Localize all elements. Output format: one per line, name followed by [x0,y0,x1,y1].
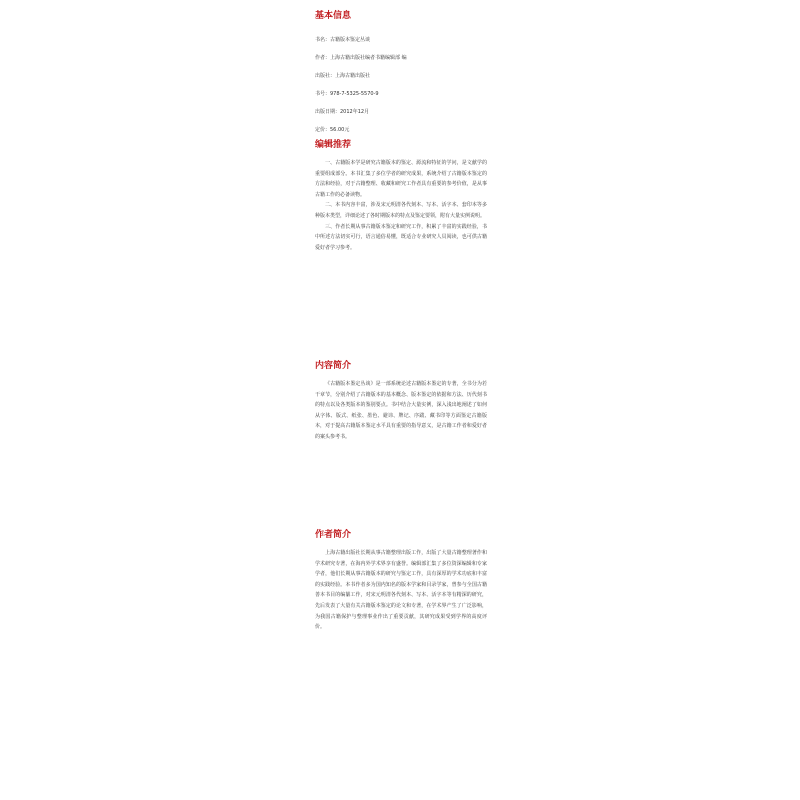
content-intro-section [315,359,487,443]
author-intro-body [315,548,487,633]
info-line-price: 定价：56.00元 [315,127,350,133]
info-line-isbn: 书号：978-7-5325-5570-9 [315,91,379,97]
content-intro-paragraph: 《古籍版本鉴定丛谈》是一部系统论述古籍版本鉴定的专著，全书分为若干章节，分别介绍了古籍版本的基本概念、版本鉴定的依据和方法、历代刻书的特点以及各类版本的鉴别要点。书中结合大量实例，深入浅出地阐述了如何从字体、版式、纸张、墨色、避讳、牌记、序跋、藏书印等方面鉴定古籍版本，对于提高古籍版本鉴定水平具有重要的指导意义，是古籍工作者和爱好者的案头参考书。 [315,381,487,440]
editor-recommend-paragraph: 一、古籍版本学是研究古籍版本的鉴定、源流和特征的学问，是文献学的重要组成部分。本书汇集了多位学者的研究成果，系统介绍了古籍版本鉴定的方法和经验，对于古籍整理、收藏和研究工作者具有重要的参考价值，是从事古籍工作的必备读物。 [315,160,487,198]
info-line-author: 作者：上海古籍出版社编者书籍编辑部 编 [315,55,407,61]
editor-recommend-section [315,138,487,253]
author-intro-paragraph: 上海古籍出版社长期从事古籍整理出版工作，出版了大量古籍整理著作和学术研究专著，在海内外学术界享有盛誉。编辑部汇集了多位资深编辑和专家学者，他们长期从事古籍版本的研究与鉴定工作，具有深厚的学术功底和丰富的实践经验。本书作者多为国内知名的版本学家和目录学家，曾参与全国古籍善本书目的编纂工作，对宋元明清各代刻本、写本、活字本等有精深的研究，先后发表了大量有关古籍版本鉴定的论文和专著，在学术界产生了广泛影响，为我国古籍保护与整理事业作出了重要贡献，其研究成果受到学界的高度评价。 [315,550,487,631]
info-line-publisher: 出版社：上海古籍出版社 [315,73,371,79]
basic-info-section [315,9,487,139]
editor-recommend-paragraph: 二、本书内容丰富，涉及宋元明清各代刻本、写本、活字本、套印本等多种版本类型，详细论述了各时期版本的特点及鉴定要领，附有大量实例说明。 [315,202,487,219]
book-detail-column [315,9,487,631]
basic-info-title: 基本信息 [315,11,352,21]
basic-info-list [315,31,487,139]
editor-recommend-body [315,158,487,253]
editor-recommend-title: 编辑推荐 [315,140,352,150]
author-intro-section [315,528,487,633]
info-line-title: 书名：古籍版本鉴定丛谈 [315,37,371,43]
info-line-publish-date: 出版日期：2012年12月 [315,109,370,115]
content-intro-title: 内容简介 [315,361,352,371]
editor-recommend-paragraph: 三、作者长期从事古籍版本鉴定和研究工作，积累了丰富的实践经验，书中所述方法切实可行，语言通俗易懂，既适合专业研究人员阅读，也可供古籍爱好者学习参考。 [315,223,487,251]
author-intro-title: 作者简介 [315,530,352,540]
content-intro-body [315,379,487,443]
